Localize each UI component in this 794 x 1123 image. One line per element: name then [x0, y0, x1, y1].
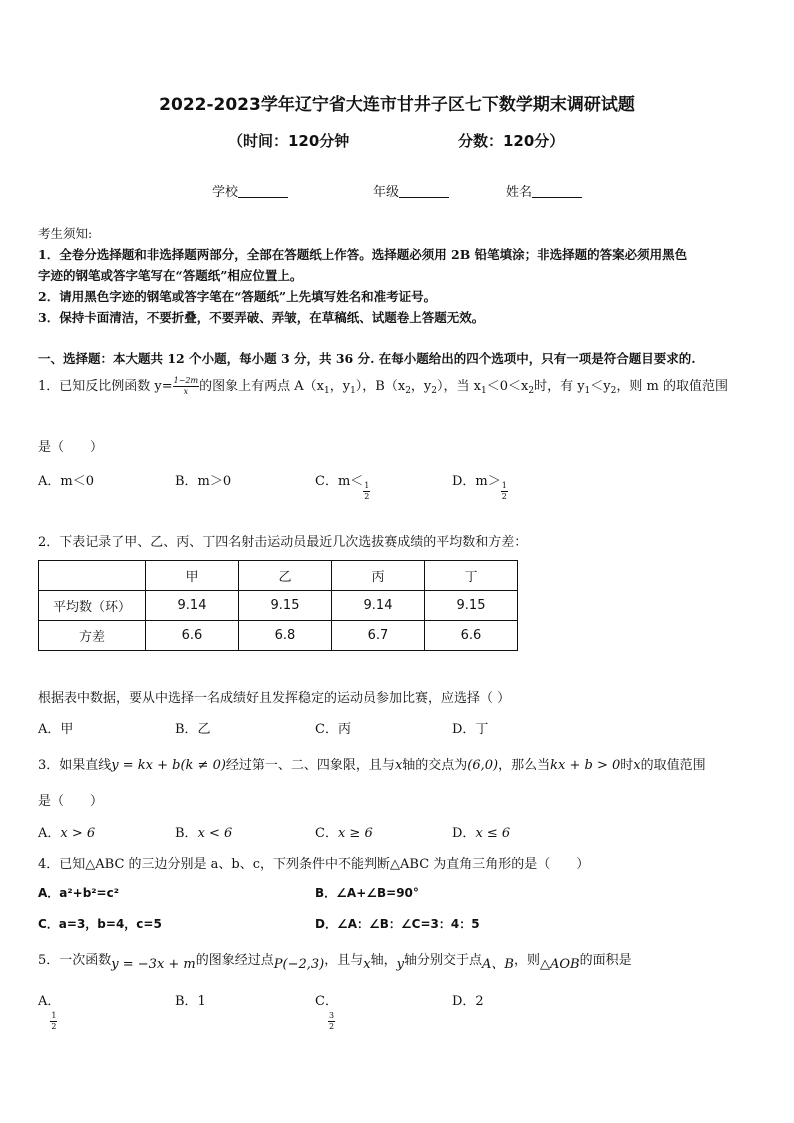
- notice-item-1a: 1．全卷分选择题和非选择题两部分，全部在答题纸上作答。选择题必须用 2B 铅笔填涂；非选择题的答案必须用黑色: [38, 247, 688, 262]
- q3-option-c[interactable]: C．x ≥ 6: [315, 826, 373, 841]
- fraction: $\frac{1-2m}{x}$: [173, 376, 199, 396]
- q5-option-b[interactable]: B．1: [175, 994, 206, 1009]
- q3-option-a[interactable]: A．x > 6: [38, 826, 96, 841]
- table-cell: 丁: [425, 561, 518, 591]
- section-heading: 一、选择题：本大题共 12 个小题，每小题 3 分，共 36 分. 在每小题给出的四个选项中，只有一项是符合题目要求的.: [38, 351, 696, 366]
- q2-option-c[interactable]: C．丙: [315, 722, 351, 737]
- name-label: 姓名: [506, 185, 533, 200]
- exam-score: 分数：120分）: [458, 132, 565, 150]
- school-field: [212, 181, 288, 200]
- question-1-line2: 是（ ）: [38, 440, 104, 455]
- table-cell: [39, 561, 146, 591]
- grade-blank[interactable]: [399, 185, 449, 198]
- table-cell: 方差: [39, 621, 146, 651]
- name-blank[interactable]: [532, 185, 582, 198]
- q3-option-b[interactable]: B．x < 6: [175, 826, 233, 841]
- half-fraction: $\frac{1}{2}$: [501, 481, 507, 501]
- table-cell: 9.14: [146, 591, 239, 621]
- half-fraction: $\frac{1}{2}$: [364, 481, 370, 501]
- table-cell: 6.6: [146, 621, 239, 651]
- fraction: $\frac{3}{2}$: [328, 1011, 335, 1031]
- grade-field: [373, 181, 449, 200]
- q5-option-c[interactable]: C． $\frac{3}{2}$: [315, 994, 338, 1031]
- notice-item-3: 3．保持卡面清洁，不要折叠，不要弄破、弄皱，在草稿纸、试题卷上答题无效。: [38, 310, 485, 325]
- q2-option-a[interactable]: A．甲: [38, 722, 74, 737]
- question-3-line2: 是（ ）: [38, 794, 104, 809]
- q4-option-a[interactable]: A．a²+b²=c²: [38, 886, 119, 900]
- question-2: 2．下表记录了甲、乙、丙、丁四名射击运动员最近几次选拔赛成绩的平均数和方差：: [38, 535, 528, 550]
- name-field: [506, 181, 582, 200]
- page-title: 2022-2023学年辽宁省大连市甘井子区七下数学期末调研试题: [159, 95, 635, 115]
- question-5: 5．一次函数y = −3x + m的图象经过点P(−2,3)，且与x轴，y轴分别交于点A、B，则△AOB的面积是: [38, 953, 632, 972]
- q3-option-d[interactable]: D．x ≤ 6: [452, 826, 511, 841]
- exam-time: （时间：120分钟: [228, 132, 350, 150]
- q4-option-b[interactable]: B．∠A+∠B=90°: [315, 886, 419, 900]
- table-cell: 6.7: [332, 621, 425, 651]
- table-cell: 甲: [146, 561, 239, 591]
- q2-option-d[interactable]: D．丁: [452, 722, 489, 737]
- scores-table: [38, 560, 518, 651]
- table-cell: 9.15: [239, 591, 332, 621]
- fraction: $\frac{1}{2}$: [51, 1011, 57, 1031]
- q2-option-b[interactable]: B．乙: [175, 722, 211, 737]
- notice-item-1b: 字迹的钢笔或答字笔写在“答题纸”相应位置上。: [38, 268, 303, 283]
- school-label: 学校: [212, 185, 239, 200]
- table-cell: 9.14: [332, 591, 425, 621]
- table-header-row: [39, 561, 518, 591]
- q1-option-d[interactable]: D．m＞ $\frac{1}{2}$: [452, 474, 507, 501]
- table-cell: 6.8: [239, 621, 332, 651]
- table-cell: 丙: [332, 561, 425, 591]
- q5-option-d[interactable]: D．2: [452, 994, 484, 1009]
- table-row: [39, 591, 518, 621]
- q1-option-b[interactable]: B．m＞0: [175, 474, 232, 489]
- q1-option-a[interactable]: A．m＜0: [38, 474, 94, 489]
- table-cell: 6.6: [425, 621, 518, 651]
- table-cell: 平均数（环）: [39, 591, 146, 621]
- q1-option-c[interactable]: C．m＜ $\frac{1}{2}$: [315, 474, 370, 501]
- notice-item-2: 2．请用黑色字迹的钢笔或答字笔在“答题纸”上先填写姓名和准考证号。: [38, 289, 437, 304]
- q4-option-c[interactable]: C．a=3，b=4，c=5: [38, 917, 162, 931]
- q5-option-a[interactable]: A． $\frac{1}{2}$: [38, 994, 61, 1031]
- table-cell: 乙: [239, 561, 332, 591]
- question-3: 3．如果直线y = kx + b(k ≠ 0)经过第一、二、四象限，且与x轴的交点为(6,0)，那么当kx + b > 0时x的取值范围: [38, 758, 706, 773]
- q4-option-d[interactable]: D．∠A：∠B：∠C=3：4：5: [315, 917, 480, 931]
- question-1: 1．已知反比例函数 y= $\frac{1-2m}{x}$ 的图象上有两点 $A(x_1$，$y_1$），$B(x_2$，$y_2$），当 $x_1<0<x_2$时，有 $y_1<y_2$，则 m 的取值范围: [38, 376, 728, 396]
- question-4: 4．已知△ABC 的三边分别是 a、b、c，下列条件中不能判断△ABC 为直角三角形的是（ ）: [38, 857, 590, 872]
- table-row: [39, 621, 518, 651]
- school-blank[interactable]: [238, 185, 288, 198]
- notice-heading: 考生须知:: [38, 226, 93, 241]
- grade-label: 年级: [373, 185, 400, 200]
- question-2-prompt: 根据表中数据，要从中选择一名成绩好且发挥稳定的运动员参加比赛，应选择（ ）: [38, 691, 511, 706]
- table-cell: 9.15: [425, 591, 518, 621]
